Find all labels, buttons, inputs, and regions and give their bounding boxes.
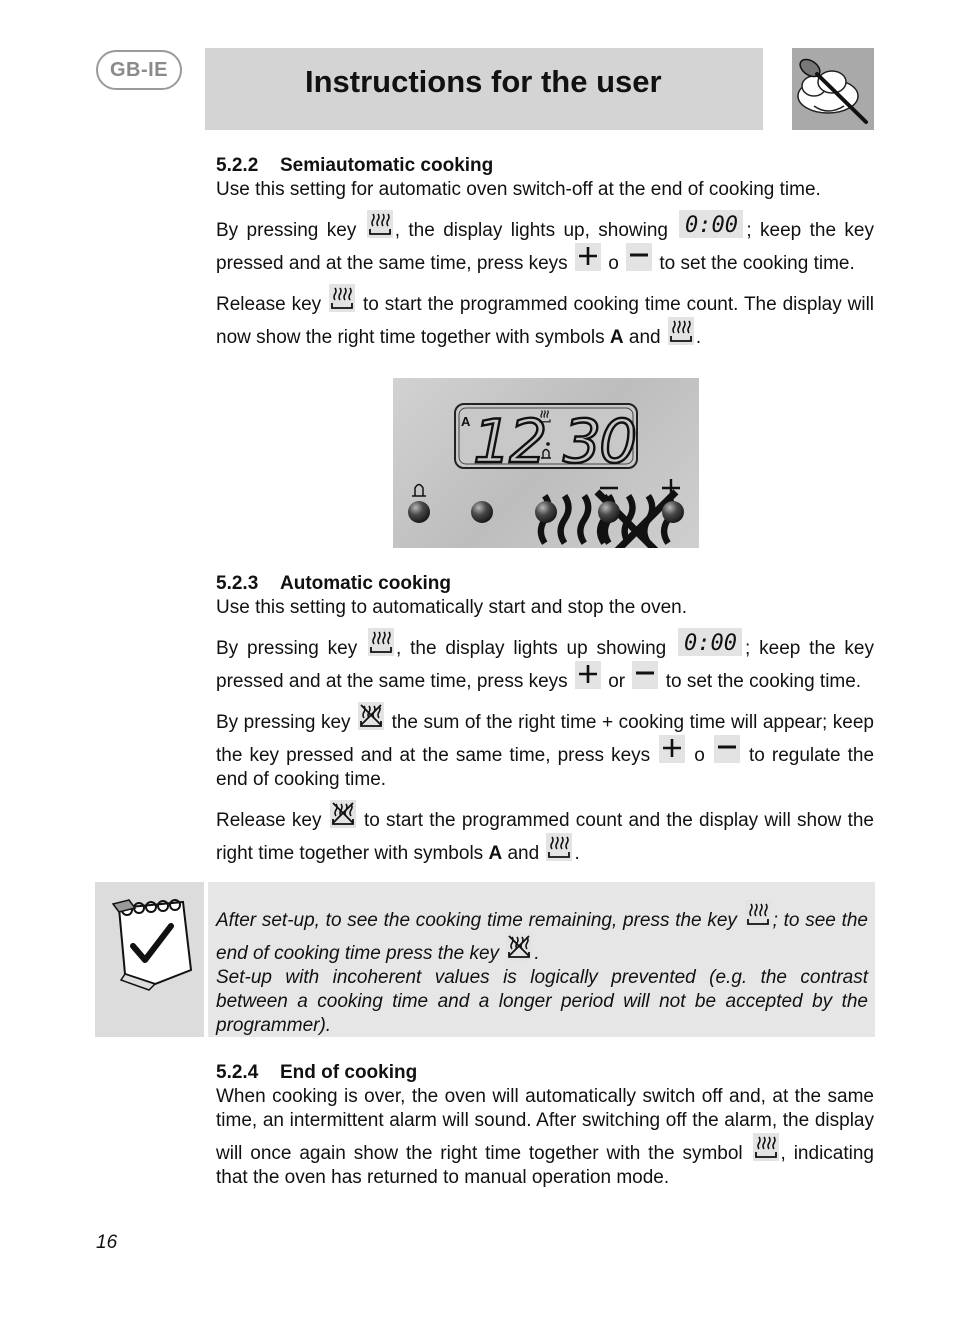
text: and (507, 843, 540, 864)
text: . (695, 327, 702, 348)
paragraph (216, 284, 874, 350)
text: , indicating that the oven has returned to manual operation mode. (216, 1143, 874, 1188)
minus-icon (714, 735, 740, 763)
text: By pressing key (216, 712, 351, 733)
oven-display-panel (393, 378, 699, 548)
paragraph (216, 800, 874, 866)
lcd-blank-time: 0:00 (685, 213, 739, 236)
intro-text: Use this setting to automatically start and stop the oven. (216, 597, 688, 618)
section-title: Semiautomatic cooking (280, 155, 494, 176)
text: When cooking is over, the oven will automatically switch off and, at the same time, an intermittent alarm will sound. After switching off the alarm, the display will once again show the right time together with the symbol (216, 1086, 874, 1164)
section-title: Automatic cooking (280, 573, 452, 594)
end-cooking-button[interactable] (535, 501, 557, 523)
text: , the display lights up showing (396, 638, 667, 659)
text: to start the programmed cooking time count. The display will now show the right time together with symbols (216, 294, 875, 348)
cooking-icon (546, 833, 572, 861)
symbol-a: A (609, 327, 624, 348)
section-heading (216, 154, 874, 178)
minus-icon (626, 243, 652, 271)
text: or (608, 671, 626, 692)
paragraph (216, 628, 874, 694)
text: o (608, 253, 619, 274)
note-box (95, 882, 875, 1037)
bell-icon (412, 485, 426, 497)
plus-icon (659, 735, 685, 763)
paragraph (216, 966, 868, 1038)
display-minutes: 30 (563, 407, 636, 477)
section-number: 5.2.3 (216, 573, 259, 594)
text: ; keep the key pressed and at the same time, press keys (216, 638, 874, 692)
end-cooking-icon (330, 800, 356, 828)
section-semiautomatic-cooking (216, 154, 874, 350)
plus-button[interactable] (662, 501, 684, 523)
lcd-blank-time: 0:00 (684, 631, 738, 654)
text: to start the programmed count and the display will show the right time together with symbols (216, 810, 875, 864)
text: ; keep the key pressed and at the same time, press keys (216, 220, 874, 274)
text: . (574, 843, 580, 864)
section-heading (216, 572, 874, 596)
minus-button[interactable] (598, 501, 620, 523)
display-symbol-a: A (461, 414, 471, 429)
cooking-icon (745, 900, 771, 928)
section-title: End of cooking (280, 1062, 418, 1083)
text: and (628, 327, 661, 348)
notepad-check-icon (95, 882, 204, 1037)
text: By pressing key (216, 638, 358, 659)
text: , the display lights up, showing (394, 220, 668, 241)
text: the sum of the right time + cooking time will appear; keep the key pressed and at the same time, press keys (216, 712, 874, 766)
text: By pressing key (216, 220, 357, 241)
symbol-a: A (488, 843, 503, 864)
text: . (534, 943, 540, 964)
section-number: 5.2.4 (216, 1062, 259, 1083)
plus-icon (575, 661, 601, 689)
bell-button[interactable] (408, 501, 430, 523)
paragraph (216, 596, 874, 620)
text: to set the cooking time. (665, 671, 862, 692)
paragraph (216, 702, 874, 792)
text: Set-up with incoherent values is logically prevented (e.g. the contrast between a cooking time and a longer period will not be accepted by the programmer). (216, 967, 868, 1036)
cooking-icon (329, 284, 355, 312)
paragraph (216, 1085, 874, 1190)
section-end-of-cooking (216, 1061, 874, 1190)
minus-icon (632, 661, 658, 689)
section-number: 5.2.2 (216, 155, 259, 176)
region-badge: GB-IE (96, 50, 182, 90)
note-text (216, 900, 868, 1038)
header-bar (205, 48, 763, 130)
text: After set-up, to see the cooking time remaining, press the key (216, 910, 737, 931)
text: Release key (216, 294, 322, 315)
end-cooking-icon (358, 702, 384, 730)
section-heading (216, 1061, 874, 1085)
lcd-blank-time-icon (678, 628, 742, 656)
cooking-icon (668, 317, 694, 345)
paragraph (216, 900, 868, 966)
text: to set the cooking time. (659, 253, 855, 274)
lcd-blank-time-icon (679, 210, 743, 238)
page-title: Instructions for the user (305, 64, 662, 99)
cooking-icon (367, 210, 393, 238)
cooking-icon (368, 628, 394, 656)
cooking-button[interactable] (471, 501, 493, 523)
plus-icon (575, 243, 601, 271)
paragraph (216, 178, 874, 202)
display-hours: 12 (473, 407, 546, 477)
page-number: 16 (96, 1232, 118, 1253)
text: Release key (216, 810, 322, 831)
intro-text: Use this setting for automatic oven switch-off at the end of cooking time. (216, 179, 821, 200)
cooking-icon (753, 1133, 779, 1161)
text: ; to see the end of cooking time press the key (216, 910, 868, 964)
note-icon-column (95, 882, 204, 1037)
section-automatic-cooking (216, 572, 874, 866)
text: to regulate the end of cooking time. (216, 745, 875, 790)
text: o (694, 745, 705, 766)
end-cooking-icon (506, 933, 532, 961)
paragraph (216, 210, 874, 276)
spoon-and-chef-hat-icon (792, 48, 874, 130)
